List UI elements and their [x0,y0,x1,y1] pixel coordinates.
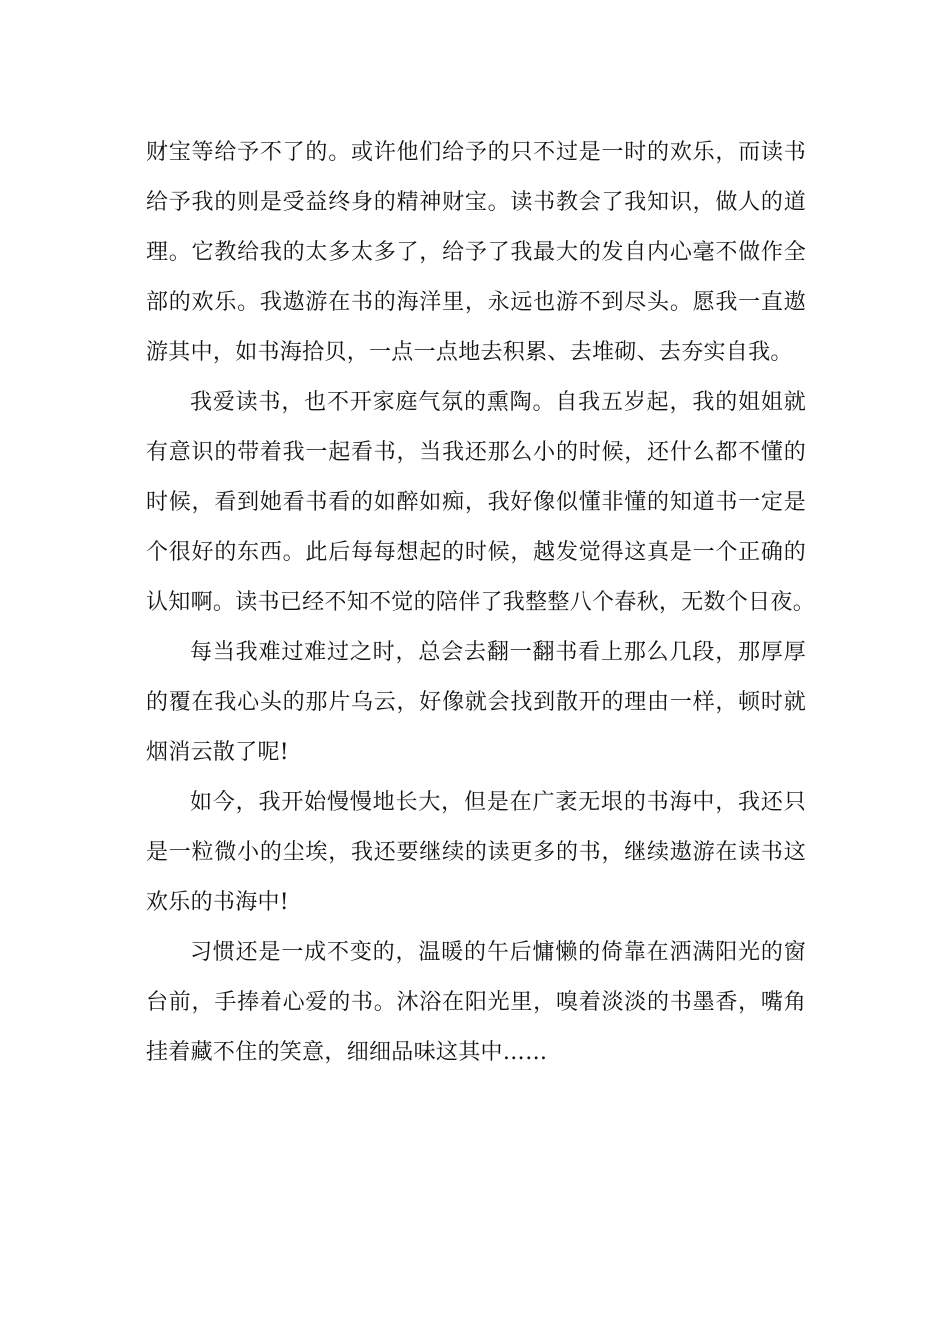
text-line: 烟消云散了呢! [146,740,289,765]
text-line: 给予我的则是受益终身的精神财宝。读书教会了我知识，做人的道 [146,190,806,215]
text-line: 的覆在我心头的那片乌云，好像就会找到散开的理由一样，顿时就 [146,690,806,715]
document-body [146,128,816,1078]
text-line: 理。它教给我的太多太多了，给予了我最大的发自内心毫不做作全 [146,240,806,265]
text-line: 每当我难过难过之时，总会去翻一翻书看上那么几段，那厚厚 [190,640,806,665]
text-line: 习惯还是一成不变的，温暖的午后慵懒的倚靠在洒满阳光的窗 [190,940,806,965]
text-line: 如今，我开始慢慢地长大，但是在广袤无垠的书海中，我还只 [190,790,806,815]
text-line: 财宝等给予不了的。或许他们给予的只不过是一时的欢乐，而读书 [146,140,806,165]
text-line: 是一粒微小的尘埃，我还要继续的读更多的书，继续遨游在读书这 [146,840,806,865]
text-line: 部的欢乐。我遨游在书的海洋里，永远也游不到尽头。愿我一直遨 [146,290,806,315]
text-line: 有意识的带着我一起看书，当我还那么小的时候，还什么都不懂的 [146,440,806,465]
text-line: 欢乐的书海中! [146,890,289,915]
text-line: 游其中，如书海拾贝，一点一点地去积累、去堆砌、去夯实自我。 [146,340,793,365]
text-line: 认知啊。读书已经不知不觉的陪伴了我整整八个春秋，无数个日夜。 [146,590,816,615]
text-line: 时候，看到她看书看的如醉如痴，我好像似懂非懂的知道书一定是 [146,490,806,515]
text-line: 我爱读书，也不开家庭气氛的熏陶。自我五岁起，我的姐姐就 [190,390,806,415]
text-line: 挂着藏不住的笑意，细细品味这其中…… [146,1040,548,1065]
text-line: 台前，手捧着心爱的书。沐浴在阳光里，嗅着淡淡的书墨香，嘴角 [146,990,806,1015]
text-line: 个很好的东西。此后每每想起的时候，越发觉得这真是一个正确的 [146,540,806,565]
